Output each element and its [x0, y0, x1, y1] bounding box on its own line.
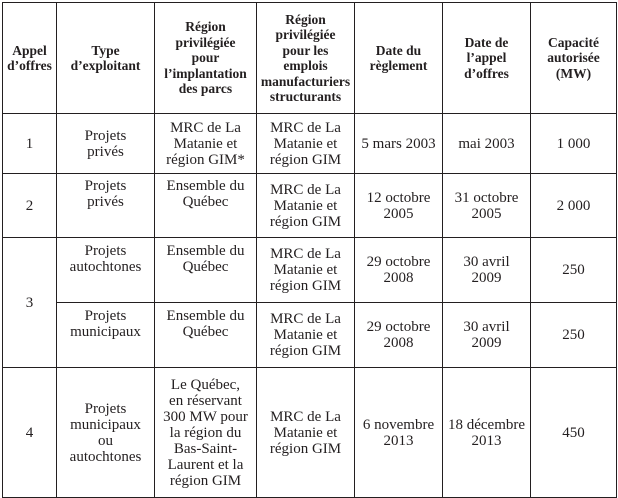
cell-type: Projets autochtones [57, 238, 155, 303]
table-row [3, 174, 617, 238]
header-appel: Appel d’offres [3, 3, 57, 114]
cell-date-reglement: 5 mars 2003 [355, 114, 443, 174]
cell-type: Projets privés [57, 174, 155, 238]
appels-offres-table [2, 2, 617, 498]
cell-region-parcs: MRC de La Matanie et région GIM* [155, 114, 257, 174]
cell-type: Projets municipaux ou autochtones [57, 368, 155, 498]
header-date-reglement: Date du règlement [355, 3, 443, 114]
cell-type: Projets privés [57, 114, 155, 174]
table-row [3, 114, 617, 174]
table-row [3, 238, 617, 303]
cell-region-parcs: Le Québec, en réservant 300 MW pour la région du Bas-Saint- Laurent et la région GIM [155, 368, 257, 498]
cell-date-reglement: 12 octobre 2005 [355, 174, 443, 238]
header-region-parcs: Région privilégiée pour l’implantation des parcs [155, 3, 257, 114]
header-row [3, 3, 617, 114]
header-region-emplois: Région privilégiée pour les emplois manufacturiers structurants [257, 3, 355, 114]
cell-date-appel: 30 avril 2009 [443, 238, 531, 303]
cell-date-reglement: 29 octobre 2008 [355, 238, 443, 303]
table-row [3, 303, 617, 368]
cell-region-emplois: MRC de La Matanie et région GIM [257, 238, 355, 303]
cell-type: Projets municipaux [57, 303, 155, 368]
cell-capacite: 450 [531, 368, 617, 498]
cell-region-emplois: MRC de La Matanie et région GIM [257, 368, 355, 498]
cell-appel: 2 [3, 174, 57, 238]
cell-capacite: 250 [531, 303, 617, 368]
cell-region-parcs: Ensemble du Québec [155, 303, 257, 368]
cell-date-appel: 30 avril 2009 [443, 303, 531, 368]
cell-region-parcs: Ensemble du Québec [155, 238, 257, 303]
cell-capacite: 250 [531, 238, 617, 303]
cell-region-emplois: MRC de La Matanie et région GIM [257, 303, 355, 368]
cell-capacite: 2 000 [531, 174, 617, 238]
cell-region-emplois: MRC de La Matanie et région GIM [257, 174, 355, 238]
header-type: Type d’exploitant [57, 3, 155, 114]
cell-date-appel: 31 octobre 2005 [443, 174, 531, 238]
cell-region-emplois: MRC de La Matanie et région GIM [257, 114, 355, 174]
cell-appel: 1 [3, 114, 57, 174]
cell-date-reglement: 29 octobre 2008 [355, 303, 443, 368]
cell-date-appel: 18 décembre 2013 [443, 368, 531, 498]
cell-appel: 4 [3, 368, 57, 498]
cell-date-reglement: 6 novembre 2013 [355, 368, 443, 498]
cell-capacite: 1 000 [531, 114, 617, 174]
cell-region-parcs: Ensemble du Québec [155, 174, 257, 238]
header-date-appel: Date de l’appel d’offres [443, 3, 531, 114]
cell-appel: 3 [3, 238, 57, 368]
table-row [3, 368, 617, 498]
header-capacite: Capacité autorisée (MW) [531, 3, 617, 114]
cell-date-appel: mai 2003 [443, 114, 531, 174]
